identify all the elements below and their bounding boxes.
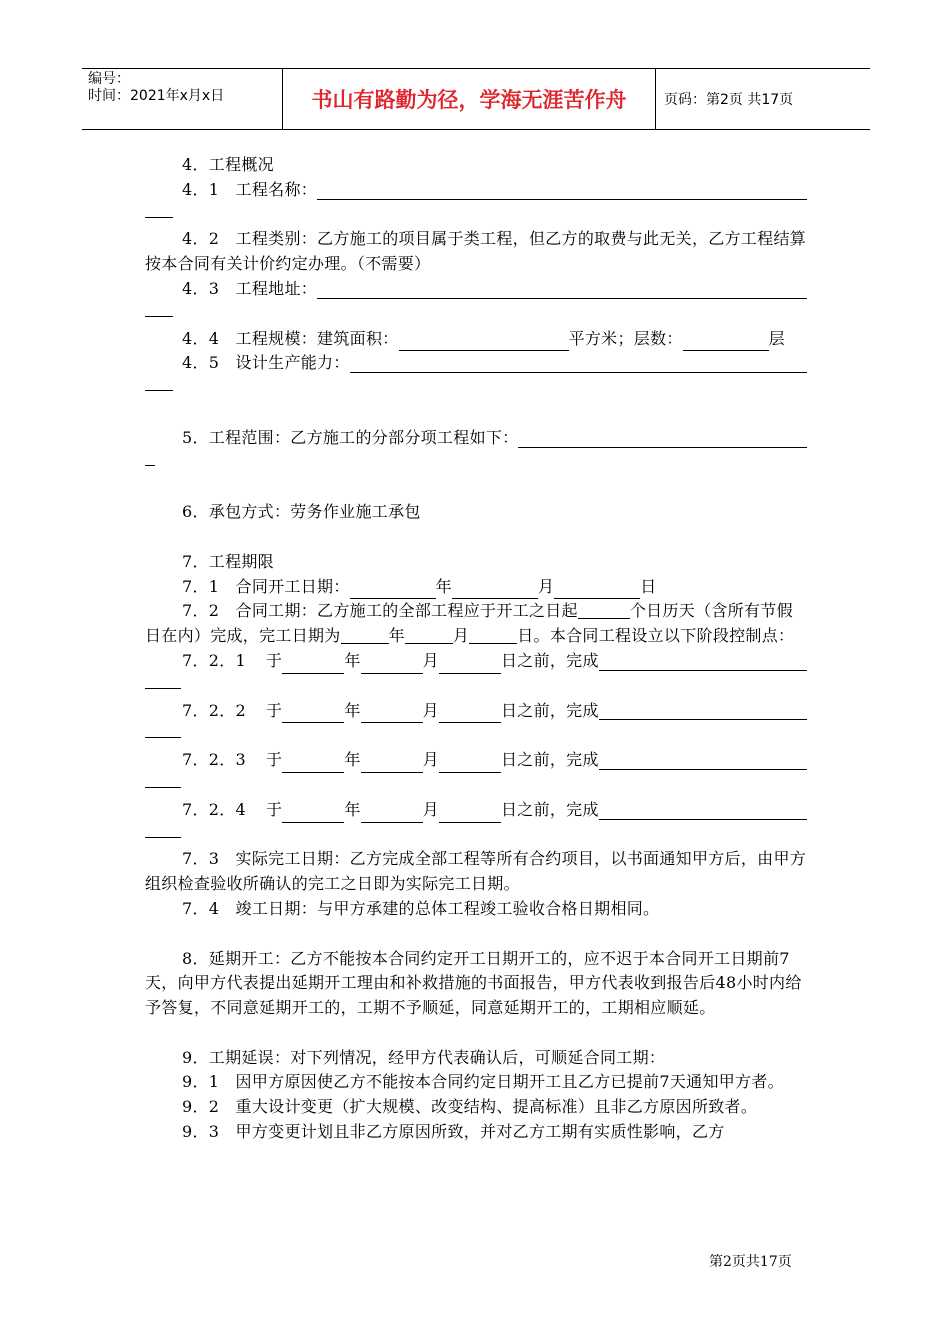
section-4-2: 4．2 工程类别：乙方施工的项目属于类工程，但乙方的取费与此无关，乙方工程结算按本合同有关计价约定办理。（不需要）	[145, 229, 807, 274]
section-7-1	[145, 575, 807, 600]
milestone-row	[145, 748, 807, 773]
number-label: 编号：	[88, 71, 130, 87]
blank-continuation	[145, 451, 807, 476]
milestone-day-blank	[439, 704, 501, 723]
milestone-day-blank	[439, 804, 501, 823]
capacity-blank	[350, 354, 807, 373]
milestone-number: 7．2．2	[182, 700, 247, 720]
section-4-4-unit: 平方米；层数：	[568, 328, 683, 348]
milestone-year-blank	[282, 804, 344, 823]
year-label: 年	[344, 750, 361, 770]
header-motto: 书山有路勤为径，学海无涯苦作舟	[282, 69, 656, 129]
milestone-row	[145, 649, 807, 674]
milestone-yu: 于	[266, 700, 283, 720]
milestone-list	[145, 649, 807, 847]
milestone-number: 7．2．1	[182, 650, 247, 670]
milestone-row	[145, 699, 807, 724]
section-6: 6．承包方式：劳务作业施工承包	[182, 502, 421, 522]
year-label: 年	[344, 650, 361, 670]
section-7-title: 7．工程期限	[182, 551, 274, 571]
milestone-yu: 于	[266, 799, 283, 819]
milestone-year-blank	[282, 704, 344, 723]
section-9-3: 9．3 甲方变更计划且非乙方原因所致，并对乙方工期有实质性影响，乙方	[182, 1122, 725, 1142]
section-7-3: 7．3 实际完工日期：乙方完成全部工程等所有合约项目，以书面通知甲方后，由甲方组织检查验收所确认的完工之日即为实际完工日期。	[145, 849, 807, 894]
year-label: 年	[344, 799, 361, 819]
section-4-5-label: 4．5 设计生产能力：	[182, 353, 350, 373]
start-month-blank	[452, 580, 538, 599]
month-label: 月	[422, 799, 439, 819]
milestone-number: 7．2．3	[182, 750, 247, 770]
milestone-year-blank	[282, 655, 344, 674]
project-address-blank	[317, 280, 807, 299]
finish-day-blank	[469, 625, 517, 644]
blank-continuation	[145, 376, 807, 401]
milestone-month-blank	[361, 804, 423, 823]
section-4-4-floor: 层	[768, 328, 785, 348]
milestone-task-blank	[599, 801, 807, 820]
milestone-number: 7．2．4	[182, 799, 247, 819]
floors-blank	[683, 332, 769, 351]
year-label: 年	[388, 626, 405, 646]
milestone-year-blank	[282, 754, 344, 773]
header-page-label: 页码：第2页 共17页	[664, 92, 794, 108]
section-9-1: 9．1 因甲方原因使乙方不能按本合同约定日期开工且乙方已提前7天通知甲方者。	[182, 1072, 784, 1092]
section-7-2-c: 日。本合同工程设立以下阶段控制点：	[517, 626, 795, 646]
month-label: 月	[537, 576, 555, 596]
time-label: 时间：2021年x月x日	[88, 88, 225, 104]
project-name-blank	[317, 181, 807, 200]
section-4-4	[145, 327, 807, 352]
blank-continuation	[145, 203, 807, 228]
blank-continuation	[145, 674, 807, 699]
milestone-row	[145, 798, 807, 823]
milestone-complete-label: 日之前，完成	[500, 799, 599, 819]
finish-month-blank	[405, 625, 453, 644]
milestone-complete-label: 日之前，完成	[500, 750, 599, 770]
milestone-task-blank	[599, 652, 807, 671]
day-label: 日	[640, 576, 657, 596]
blank-continuation	[145, 823, 807, 848]
area-blank	[399, 332, 569, 351]
section-8: 8．延期开工：乙方不能按本合同约定开工日期开工的，应不迟于本合同开工日期前7天，向甲方代表提出延期开工理由和补救措施的书面报告，甲方代表收到报告后48小时内给予答复，不同意延期开工的，工期不予顺延，同意延期开工的，工期相应顺延。	[145, 948, 802, 1018]
section-4-4-label: 4．4 工程规模：建筑面积：	[182, 328, 399, 348]
month-label: 月	[422, 750, 439, 770]
page-header	[82, 68, 870, 130]
milestone-task-blank	[599, 751, 807, 770]
milestone-day-blank	[439, 754, 501, 773]
section-4-title: 4．工程概况	[182, 155, 274, 174]
start-day-blank	[554, 580, 640, 599]
blank-continuation	[145, 723, 807, 748]
start-year-blank	[350, 580, 436, 599]
section-7-1-label: 7．1 合同开工日期：	[182, 576, 350, 596]
finish-year-blank	[341, 625, 389, 644]
section-4-5	[145, 351, 807, 376]
section-7-2-a: 7．2 合同工期：乙方施工的全部工程应于开工之日起	[182, 601, 578, 621]
blank-continuation	[145, 302, 807, 327]
month-label: 月	[452, 626, 470, 646]
milestone-month-blank	[361, 754, 423, 773]
header-meta	[82, 69, 282, 129]
section-4-1	[145, 178, 807, 203]
section-7-2-b: 个日历天（含所有节假日在内）完成，完工日期为	[145, 601, 793, 646]
milestone-complete-label: 日之前，完成	[500, 650, 599, 670]
month-label: 月	[422, 700, 439, 720]
page-footer: 第2页共17页	[709, 1254, 792, 1270]
section-7-4: 7．4 竣工日期：与甲方承建的总体工程竣工验收合格日期相同。	[182, 898, 660, 918]
section-4-3-label: 4．3 工程地址：	[182, 278, 318, 298]
duration-blank	[578, 600, 630, 619]
document-body	[145, 153, 807, 1145]
section-4-3	[145, 277, 807, 302]
milestone-month-blank	[361, 704, 423, 723]
section-7-2	[145, 599, 807, 649]
milestone-yu: 于	[266, 650, 283, 670]
milestone-month-blank	[361, 655, 423, 674]
month-label: 月	[422, 650, 439, 670]
section-5-label: 5．工程范围：乙方施工的分部分项工程如下：	[182, 427, 519, 447]
milestone-complete-label: 日之前，完成	[500, 700, 599, 720]
section-4-1-label: 4．1 工程名称：	[182, 179, 318, 199]
section-9-2: 9．2 重大设计变更（扩大规模、改变结构、提高标准）且非乙方原因所致者。	[182, 1097, 758, 1117]
milestone-task-blank	[599, 701, 807, 720]
section-9: 9．工期延误：对下列情况，经甲方代表确认后，可顺延合同工期：	[182, 1047, 666, 1067]
year-label: 年	[344, 700, 361, 720]
blank-continuation	[145, 773, 807, 798]
section-5	[145, 426, 807, 451]
milestone-day-blank	[439, 655, 501, 674]
year-label: 年	[435, 576, 452, 596]
scope-blank	[518, 429, 807, 448]
milestone-yu: 于	[266, 750, 283, 770]
